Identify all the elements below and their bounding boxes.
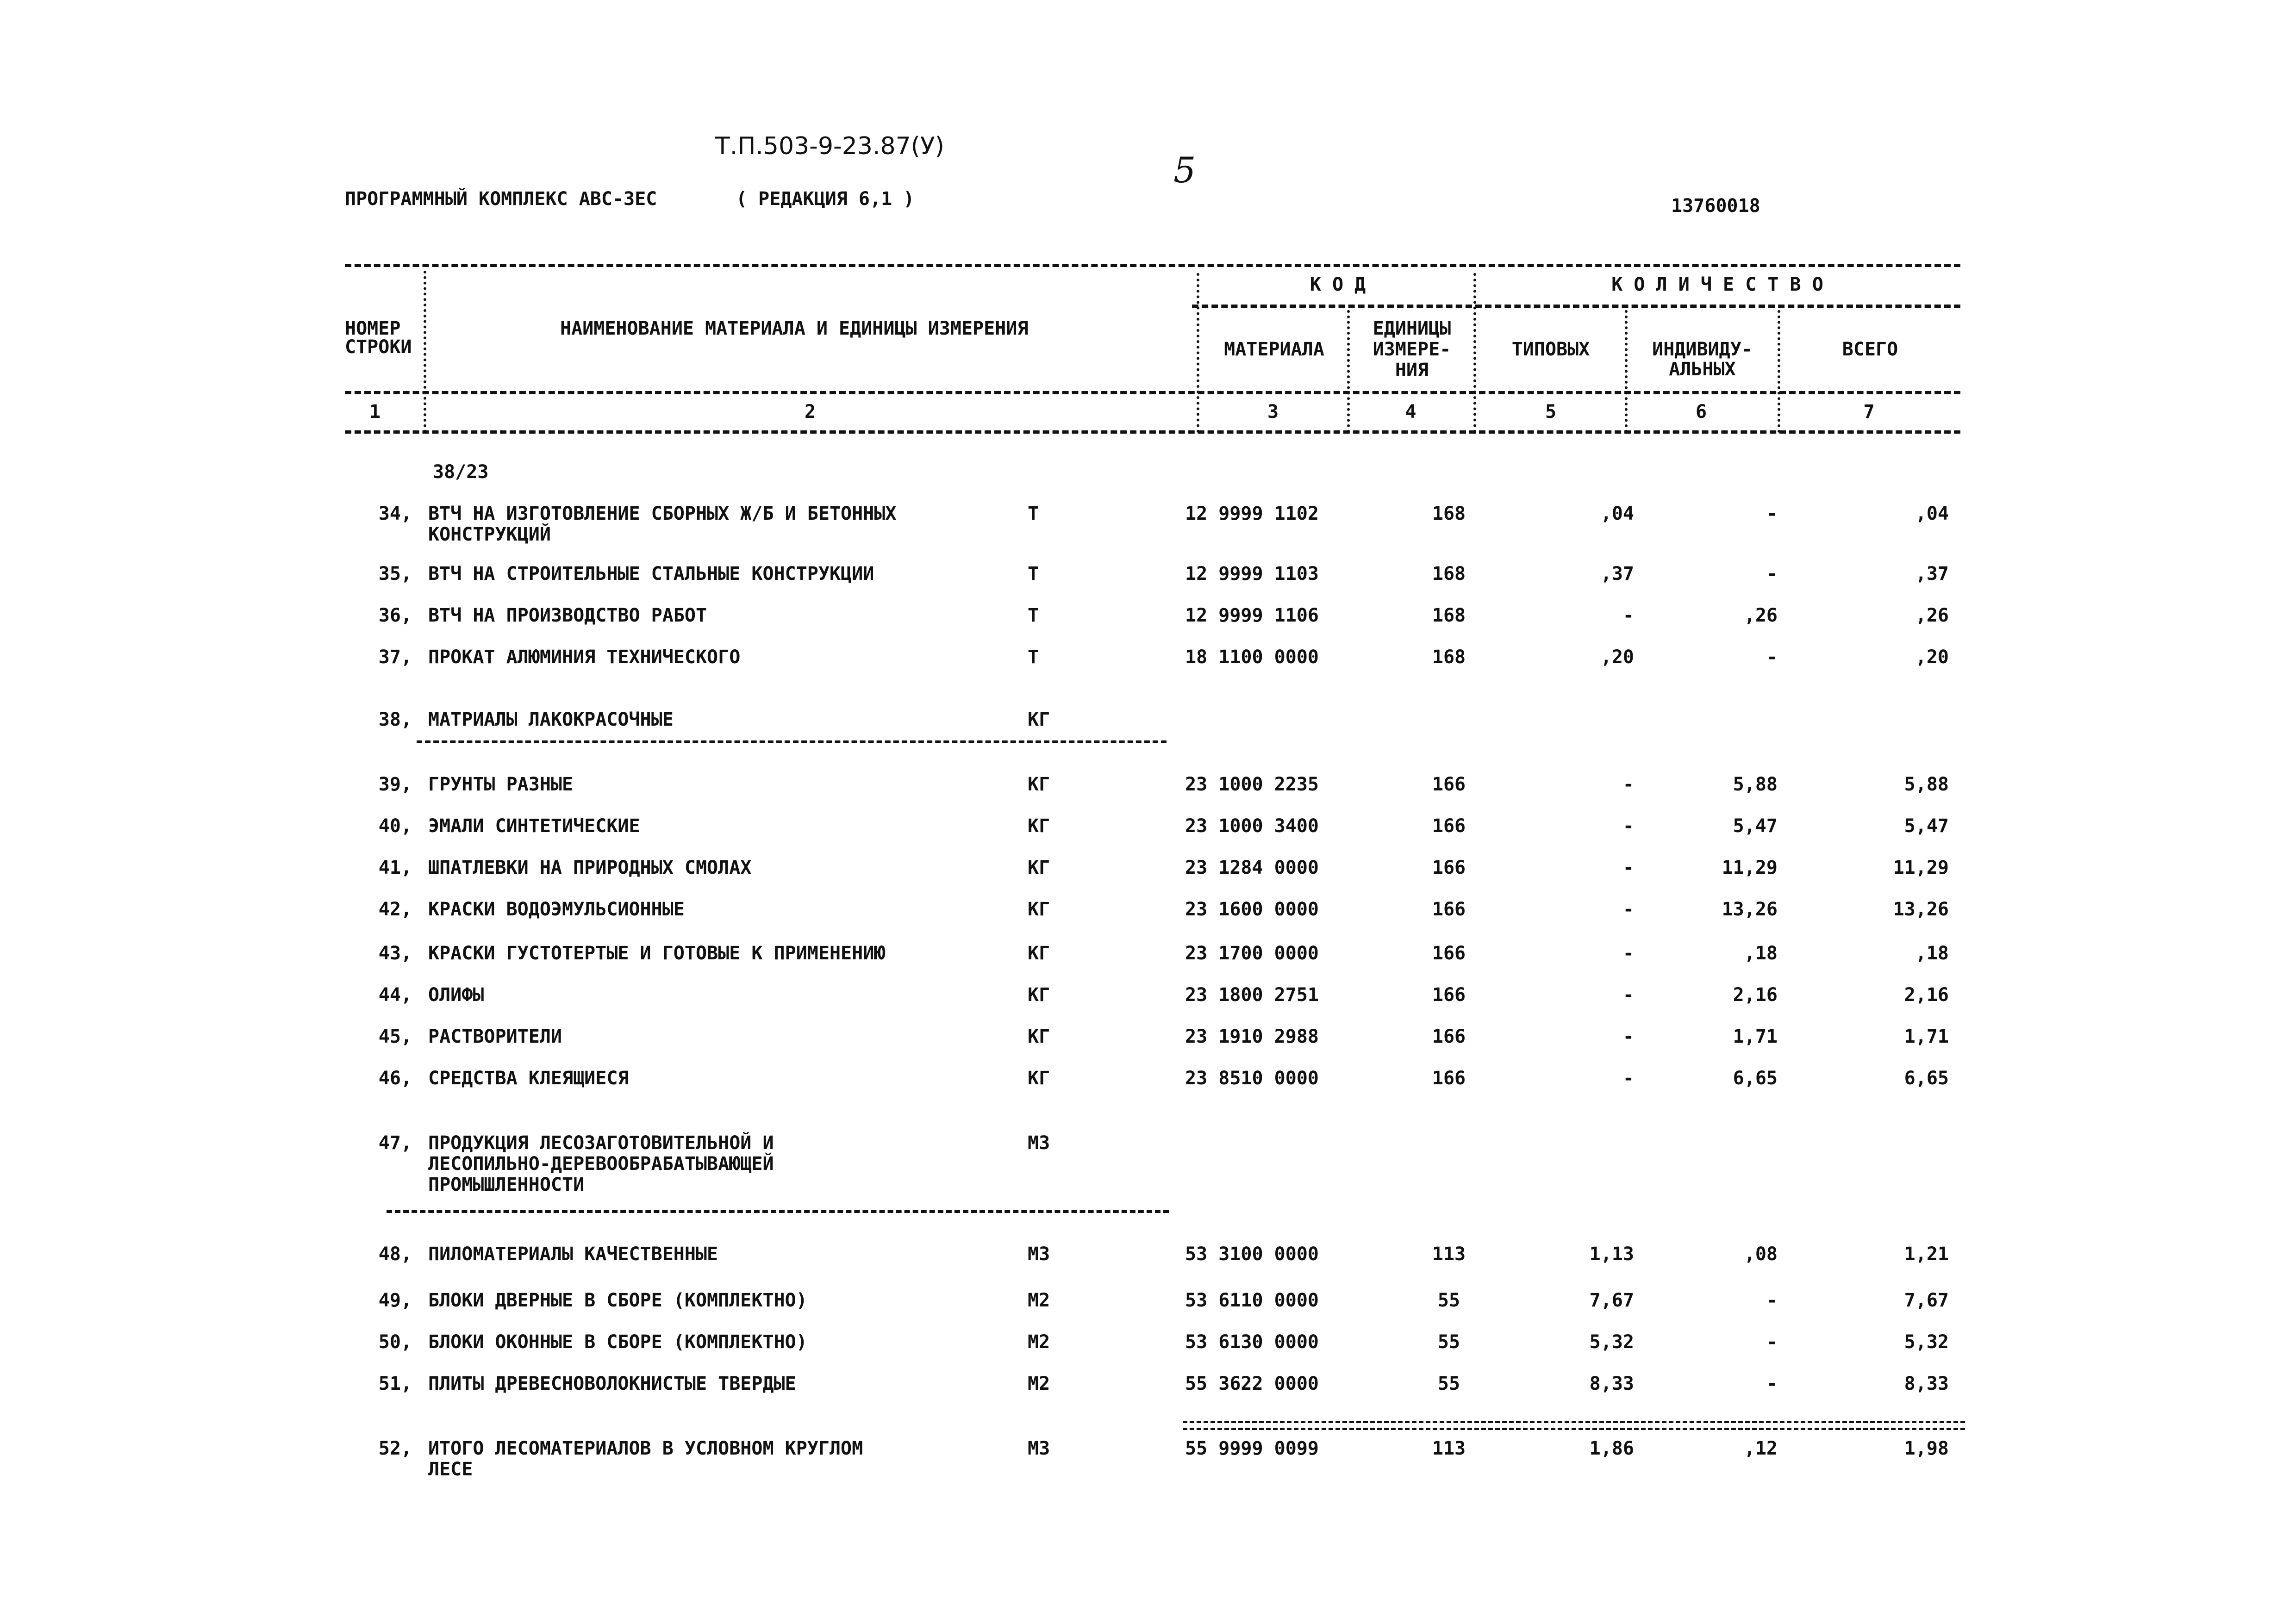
row-number: 52, — [378, 1438, 412, 1459]
row-typical-qty: - — [1622, 1026, 1634, 1047]
row-material-code: 23 8510 0000 — [1185, 1068, 1319, 1089]
row-name-line: КОНСТРУКЦИЙ — [428, 524, 551, 545]
row-unit-code: 168 — [1432, 647, 1466, 668]
row-material-code: 53 3100 0000 — [1185, 1244, 1319, 1265]
colnum-1: 1 — [369, 401, 381, 423]
row-number: 37, — [378, 647, 412, 668]
row-typical-qty: - — [1622, 857, 1634, 878]
row-unit: КГ — [1028, 943, 1050, 964]
row-number: 46, — [378, 1068, 412, 1089]
row-material-code: 12 9999 1102 — [1185, 503, 1319, 524]
header-individual-2: АЛЬНЫХ — [1669, 359, 1736, 380]
row-unit-code: 168 — [1432, 503, 1466, 524]
row-unit: Т — [1028, 647, 1039, 668]
row-typical-qty: ,20 — [1600, 647, 1634, 668]
colnum-bottom-rule — [345, 430, 1960, 434]
row-name-line: БЛОКИ ДВЕРНЫЕ В СБОРЕ (КОМПЛЕКТНО) — [428, 1290, 807, 1311]
header-individual-1: ИНДИВИДУ- — [1652, 339, 1753, 360]
row-typical-qty: 7,67 — [1589, 1290, 1634, 1311]
colnum-4: 4 — [1405, 401, 1416, 423]
row-material-code: 23 1600 0000 — [1185, 899, 1319, 920]
row-typical-qty: - — [1622, 899, 1634, 920]
row-name-line: ШПАТЛЕВКИ НА ПРИРОДНЫХ СМОЛАХ — [428, 857, 752, 878]
row-name-line: КРАСКИ ГУСТОТЕРТЫЕ И ГОТОВЫЕ К ПРИМЕНЕНИЮ — [428, 943, 886, 964]
row-unit-code: 168 — [1432, 605, 1466, 626]
row-unit: КГ — [1028, 984, 1050, 1006]
row-unit-code: 166 — [1432, 857, 1466, 878]
header-code: К О Д — [1310, 274, 1366, 295]
header-bottom-rule — [345, 391, 1960, 394]
row-individual-qty: 11,29 — [1722, 857, 1778, 878]
row-individual-qty: 13,26 — [1722, 899, 1778, 920]
row-unit: М3 — [1028, 1244, 1050, 1265]
row-name-line: ГРУНТЫ РАЗНЫЕ — [428, 774, 574, 795]
row-total-qty: ,20 — [1915, 647, 1949, 668]
row-material-code: 23 1700 0000 — [1185, 943, 1319, 964]
row-name-line: ВТЧ НА СТРОИТЕЛЬНЫЕ СТАЛЬНЫЕ КОНСТРУКЦИИ — [428, 563, 874, 585]
header-row-no-2: СТРОКИ — [345, 336, 412, 358]
row-unit: М3 — [1028, 1438, 1050, 1459]
lacquer-section-rule — [417, 740, 1167, 743]
row-number: 35, — [378, 563, 412, 585]
colnum-3: 3 — [1267, 401, 1279, 423]
row-individual-qty: - — [1766, 1290, 1778, 1311]
row-material-code: 12 9999 1103 — [1185, 563, 1319, 585]
row-name-line: РАСТВОРИТЕЛИ — [428, 1026, 562, 1047]
row-unit-code: 166 — [1432, 1068, 1466, 1089]
header-row-no: НОМЕР — [345, 318, 401, 339]
row-number: 47, — [378, 1132, 412, 1154]
row-number: 44, — [378, 984, 412, 1006]
row-material-code: 53 6110 0000 — [1185, 1290, 1319, 1311]
colnum-6: 6 — [1695, 401, 1707, 423]
row-material-code: 12 9999 1106 — [1185, 605, 1319, 626]
row-name-line: ПРОКАТ АЛЮМИНИЯ ТЕХНИЧЕСКОГО — [428, 647, 741, 668]
row-unit-code: 55 — [1437, 1331, 1460, 1353]
row-total-qty: 8,33 — [1904, 1373, 1949, 1394]
row-unit: Т — [1028, 503, 1039, 524]
row-individual-qty: 2,16 — [1733, 984, 1778, 1006]
row-unit: КГ — [1028, 709, 1050, 730]
total-rule-2 — [1183, 1428, 1965, 1430]
row-unit: КГ — [1028, 899, 1050, 920]
row-name-line: СРЕДСТВА КЛЕЯЩИЕСЯ — [428, 1068, 629, 1089]
row-total-qty: 5,32 — [1904, 1331, 1949, 1353]
row-name-line: ЛЕСЕ — [428, 1459, 473, 1480]
row-unit: М2 — [1028, 1373, 1050, 1394]
row-typical-qty: - — [1622, 605, 1634, 626]
row-total-qty: 2,16 — [1904, 984, 1949, 1006]
row-individual-qty: - — [1766, 1373, 1778, 1394]
row-unit: Т — [1028, 563, 1039, 585]
row-number: 48, — [378, 1244, 412, 1265]
row-typical-qty: 1,13 — [1589, 1244, 1634, 1265]
row-material-code: 55 9999 0099 — [1185, 1438, 1319, 1459]
row-individual-qty: - — [1766, 503, 1778, 524]
program-title: ПРОГРАММНЫЙ КОМПЛЕКС АВС-ЗЕС — [345, 188, 657, 210]
row-total-qty: ,18 — [1915, 943, 1949, 964]
row-individual-qty: 6,65 — [1733, 1068, 1778, 1089]
row-total-qty: 1,21 — [1904, 1244, 1949, 1265]
total-rule-1 — [1183, 1421, 1965, 1423]
row-name-line: ВТЧ НА ИЗГОТОВЛЕНИЕ СБОРНЫХ Ж/Б И БЕТОННЫХ — [428, 503, 897, 524]
row-unit-code: 166 — [1432, 984, 1466, 1006]
row-number: 40, — [378, 815, 412, 837]
row-name-line: ЭМАЛИ СИНТЕТИЧЕСКИЕ — [428, 815, 640, 837]
row-total-qty: 7,67 — [1904, 1290, 1949, 1311]
colnum-7: 7 — [1863, 401, 1875, 423]
row-unit: Т — [1028, 605, 1039, 626]
row-material-code: 23 1284 0000 — [1185, 857, 1319, 878]
row-unit: КГ — [1028, 815, 1050, 837]
row-name-line: ПРОДУКЦИЯ ЛЕСОЗАГОТОВИТЕЛЬНОЙ И — [428, 1132, 774, 1154]
row-name-line: МАТРИАЛЫ ЛАКОКРАСОЧНЫЕ — [428, 709, 674, 730]
row-unit-code: 166 — [1432, 774, 1466, 795]
row-number: 36, — [378, 605, 412, 626]
row-name-line: БЛОКИ ОКОННЫЕ В СБОРЕ (КОМПЛЕКТНО) — [428, 1331, 807, 1353]
row-number: 38, — [378, 709, 412, 730]
row-typical-qty: ,37 — [1600, 563, 1634, 585]
row-number: 50, — [378, 1331, 412, 1353]
row-unit: М2 — [1028, 1290, 1050, 1311]
row-material-code: 18 1100 0000 — [1185, 647, 1319, 668]
row-number: 45, — [378, 1026, 412, 1047]
row-typical-qty: - — [1622, 1068, 1634, 1089]
row-individual-qty: ,12 — [1744, 1438, 1778, 1459]
row-unit-code: 55 — [1437, 1290, 1460, 1311]
row-individual-qty: - — [1766, 563, 1778, 585]
row-total-qty: 6,65 — [1904, 1068, 1949, 1089]
code-qty-subrule — [1192, 305, 1960, 308]
timber-section-rule — [387, 1210, 1169, 1213]
row-total-qty: ,26 — [1915, 605, 1949, 626]
row-material-code: 23 1000 2235 — [1185, 774, 1319, 795]
row-total-qty: ,37 — [1915, 563, 1949, 585]
row-unit: М3 — [1028, 1132, 1050, 1154]
header-unit-3: НИЯ — [1395, 360, 1429, 381]
row-unit: М2 — [1028, 1331, 1050, 1353]
row-unit: КГ — [1028, 774, 1050, 795]
row-typical-qty: 1,86 — [1589, 1438, 1634, 1459]
row-material-code: 55 3622 0000 — [1185, 1373, 1319, 1394]
doc-code: Т.П.503-9-23.87(У) — [715, 132, 944, 160]
row-number: 41, — [378, 857, 412, 878]
doc-id: 13760018 — [1671, 195, 1760, 217]
row-total-qty: 1,71 — [1904, 1026, 1949, 1047]
row-typical-qty: - — [1622, 943, 1634, 964]
row-material-code: 23 1910 2988 — [1185, 1026, 1319, 1047]
row-name-line: ИТОГО ЛЕСОМАТЕРИАЛОВ В УСЛОВНОМ КРУГЛОМ — [428, 1438, 863, 1459]
row-unit-code: 166 — [1432, 815, 1466, 837]
header-unit-1: ЕДИНИЦЫ — [1373, 318, 1451, 339]
row-unit: КГ — [1028, 1068, 1050, 1089]
row-material-code: 23 1000 3400 — [1185, 815, 1319, 837]
row-name-line: ПЛИТЫ ДРЕВЕСНОВОЛОКНИСТЫЕ ТВЕРДЫЕ — [428, 1373, 796, 1394]
row-number: 51, — [378, 1373, 412, 1394]
row-unit-code: 113 — [1432, 1438, 1466, 1459]
page-number: 5 — [1173, 149, 1196, 191]
row-unit-code: 168 — [1432, 563, 1466, 585]
edition: ( РЕДАКЦИЯ 6,1 ) — [736, 188, 915, 210]
colnum-2: 2 — [804, 401, 816, 423]
header-unit-2: ИЗМЕРЕ- — [1373, 339, 1451, 360]
row-unit: КГ — [1028, 1026, 1050, 1047]
row-number: 39, — [378, 774, 412, 795]
header-total: ВСЕГО — [1842, 339, 1898, 360]
row-name-line: ОЛИФЫ — [428, 984, 484, 1006]
row-name-line: ЛЕСОПИЛЬНО-ДЕРЕВООБРАБАТЫВАЮЩЕЙ — [428, 1153, 774, 1175]
row-material-code: 53 6130 0000 — [1185, 1331, 1319, 1353]
row-name-line: ПРОМЫШЛЕННОСТИ — [428, 1174, 585, 1195]
row-individual-qty: ,18 — [1744, 943, 1778, 964]
row-typical-qty: - — [1622, 815, 1634, 837]
row-individual-qty: 1,71 — [1733, 1026, 1778, 1047]
header-typical: ТИПОВЫХ — [1511, 339, 1590, 360]
row-name-line: ПИЛОМАТЕРИАЛЫ КАЧЕСТВЕННЫЕ — [428, 1244, 718, 1265]
row-typical-qty: 5,32 — [1589, 1331, 1634, 1353]
row-number: 34, — [378, 503, 412, 524]
row-total-qty: 5,47 — [1904, 815, 1949, 837]
row-number: 42, — [378, 899, 412, 920]
row-typical-qty: 8,33 — [1589, 1373, 1634, 1394]
colnum-5: 5 — [1545, 401, 1557, 423]
col-sep-4 — [1473, 273, 1476, 433]
row-total-qty: 1,98 — [1904, 1438, 1949, 1459]
header-name: НАИМЕНОВАНИЕ МАТЕРИАЛА И ЕДИНИЦЫ ИЗМЕРЕНИЯ — [560, 318, 1029, 339]
row-individual-qty: ,26 — [1744, 605, 1778, 626]
row-total-qty: 13,26 — [1893, 899, 1949, 920]
row-name-line: КРАСКИ ВОДОЭМУЛЬСИОННЫЕ — [428, 899, 685, 920]
row-unit-code: 166 — [1432, 1026, 1466, 1047]
row-typical-qty: ,04 — [1600, 503, 1634, 524]
header-quantity: К О Л И Ч Е С Т В О — [1611, 274, 1823, 295]
row-individual-qty: 5,47 — [1733, 815, 1778, 837]
row-individual-qty: - — [1766, 1331, 1778, 1353]
row-typical-qty: - — [1622, 984, 1634, 1006]
row-typical-qty: - — [1622, 774, 1634, 795]
section-label: 38/23 — [433, 461, 489, 483]
header-material: МАТЕРИАЛА — [1224, 339, 1324, 360]
row-total-qty: ,04 — [1915, 503, 1949, 524]
row-unit-code: 55 — [1437, 1373, 1460, 1394]
row-individual-qty: - — [1766, 647, 1778, 668]
row-individual-qty: 5,88 — [1733, 774, 1778, 795]
row-material-code: 23 1800 2751 — [1185, 984, 1319, 1006]
row-unit: КГ — [1028, 857, 1050, 878]
row-unit-code: 166 — [1432, 899, 1466, 920]
row-total-qty: 11,29 — [1893, 857, 1949, 878]
row-individual-qty: ,08 — [1744, 1244, 1778, 1265]
table-top-rule — [345, 264, 1960, 267]
row-unit-code: 113 — [1432, 1244, 1466, 1265]
row-number: 43, — [378, 943, 412, 964]
row-name-line: ВТЧ НА ПРОИЗВОДСТВО РАБОТ — [428, 605, 707, 626]
row-unit-code: 166 — [1432, 943, 1466, 964]
row-total-qty: 5,88 — [1904, 774, 1949, 795]
row-number: 49, — [378, 1290, 412, 1311]
